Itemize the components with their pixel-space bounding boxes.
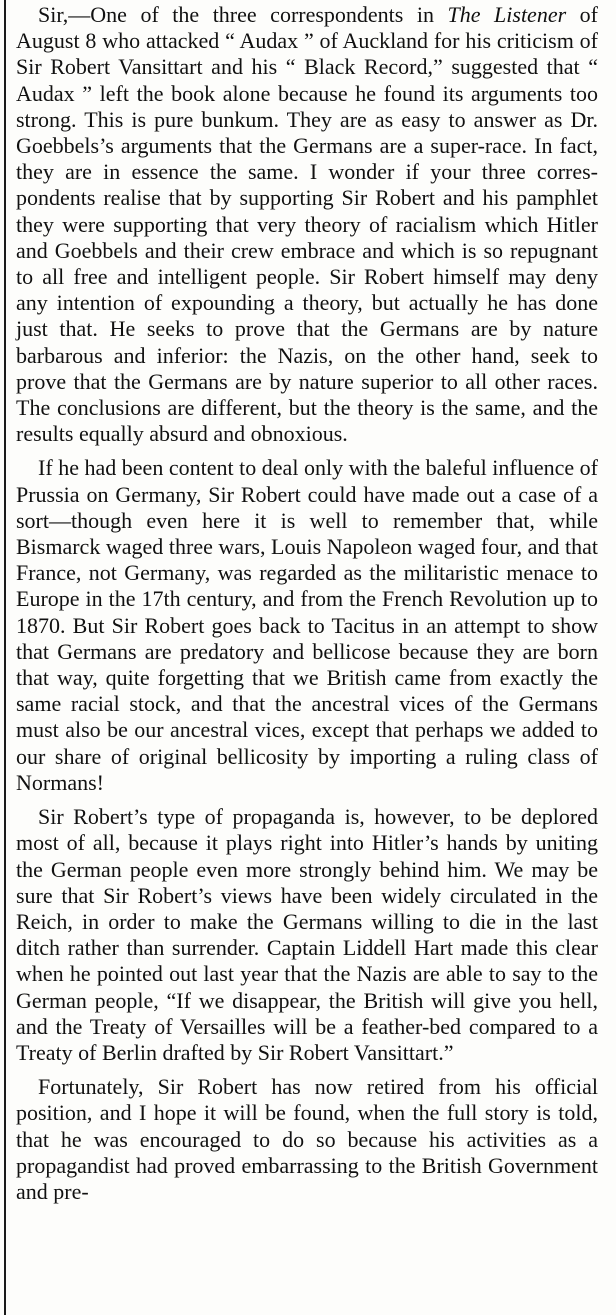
letter-paragraph-1	[16, 2, 598, 447]
paragraph-text: Sir Robert’s type of propaganda is, however, to be deplored most of all, because it plays right into Hitler’s hands by uniting the German people even more strongly behind him. We may be sure that Sir Robert’s views have been widely circulated in the Reich, in order to make the Germans willing to die in the last ditch rather than surrender. Captain Liddell Hart made this clear when he pointed out last year that the Nazis are able to say to the German people, “If we disappear, the British will give you hell, and the Treaty of Versailles will be a feather-bed compared to a Treaty of Berlin drafted by Sir Robert Vansittart.”	[16, 804, 598, 1065]
column-rule	[4, 0, 6, 1315]
paragraph-text: If he had been content to deal only with the baleful influence of Prussia on Germany, Sir Robert could have made out a case of a sort—though even here it is well to remember that, while Bismarck waged three wars, Louis Napoleon waged four, and that France, not Germany, was regarded as the militaristic menace to Europe in the 17th century, and from the French Revolution up to 1870. But Sir Robert goes back to Tacitus in an attempt to show that Germans are predatory and bellicose because they are born that way, quite forgetting that we British came from exactly the same racial stock, and that the ancestral vices of the Germans must also be our ancestral vices, except that perhaps we added to our share of original bellicosity by importing a ruling class of Normans!	[16, 455, 598, 795]
paragraph-text: Sir,—One of the three correspondents in	[38, 2, 448, 27]
letter-paragraph-3	[16, 804, 598, 1066]
italic-text: The Listener	[447, 2, 567, 27]
letter-paragraph-4	[16, 1074, 598, 1205]
paragraph-text: Fortunately, Sir Robert has now retired from his official position, and I hope it will be found, when the full story is told, that he was encouraged to do so because his activities as a propagandist had proved embarrassing to the British Government and pre-	[16, 1074, 598, 1204]
letter-paragraph-2	[16, 455, 598, 796]
paragraph-text: of August 8 who attacked “ Audax ” of Auckland for his criticism of Sir Robert Vansittart and his “ Black Record,” suggested that “ Audax ” left the book alone because he found its arguments too strong. This is pure bunkum. They are as easy to answer as Dr. Goebbels’s arguments that the Germans are a super-race. In fact, they are in essence the same. I wonder if your three correspondents realise that by supporting Sir Robert and his pamphlet they were supporting that very theory of racialism which Hitler and Goebbels and their crew embrace and which is so repugnant to all free and intelligent people. Sir Robert himself may deny any intention of expounding a theory, but actually he has done just that. He seeks to prove that the Germans are by nature barbarous and inferior: the Nazis, on the other hand, seek to prove that the Germans are by nature superior to all other races. The conclusions are different, but the theory is the same, and the results equally absurd and obnoxious.	[16, 2, 598, 447]
letter-column	[16, 2, 598, 1213]
